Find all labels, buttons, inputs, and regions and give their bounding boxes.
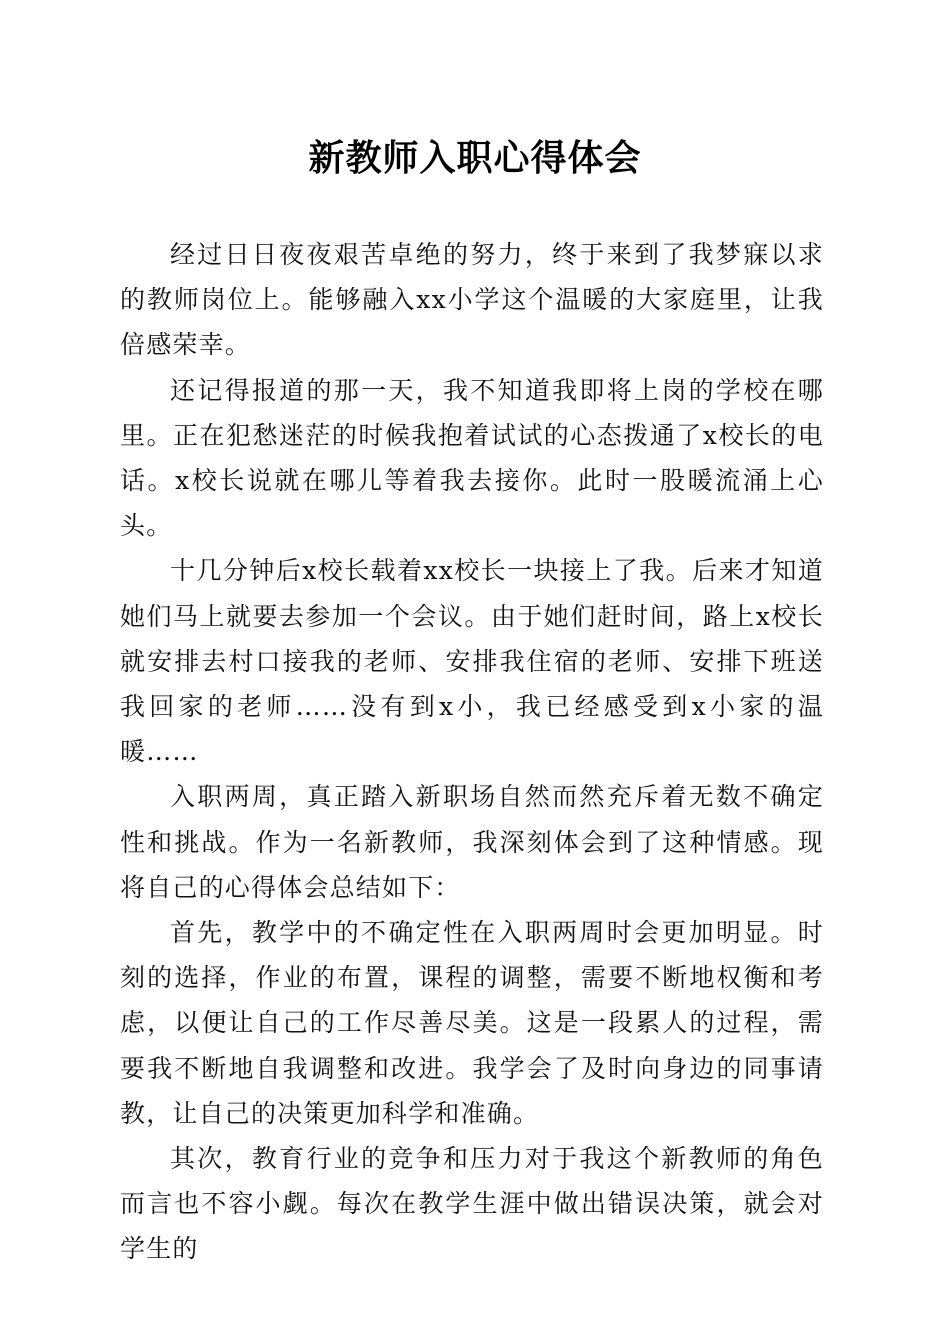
- paragraph: 经过日日夜夜艰苦卓绝的努力，终于来到了我梦寐以求的教师岗位上。能够融入xx小学这个温暖的大家庭里，让我倍感荣幸。: [120, 240, 824, 360]
- paragraph: 入职两周，真正踏入新职场自然而然充斥着无数不确定性和挑战。作为一名新教师，我深刻体会到了这种情感。现将自己的心得体会总结如下：: [120, 782, 824, 902]
- document-body: [120, 232, 824, 1272]
- paragraph: 首先，教学中的不确定性在入职两周时会更加明显。时刻的选择，作业的布置，课程的调整，需要不断地权衡和考虑，以便让自己的工作尽善尽美。这是一段累人的过程，需要我不断地自我调整和改进。我学会了及时向身边的同事请教，让自己的决策更加科学和准确。: [120, 918, 824, 1128]
- paragraph: 十几分钟后x校长载着xx校长一块接上了我。后来才知道她们马上就要去参加一个会议。由于她们赶时间，路上x校长就安排去村口接我的老师、安排我住宿的老师、安排下班送我回家的老师……没有到x小，我已经感受到x小家的温暖……: [120, 556, 824, 767]
- paragraph: 其次，教育行业的竞争和压力对于我这个新教师的角色而言也不容小觑。每次在教学生涯中做出错误决策，就会对学生的: [120, 1144, 824, 1264]
- paragraph: 还记得报道的那一天，我不知道我即将上岗的学校在哪里。正在犯愁迷茫的时候我抱着试试的心态拨通了x校长的电话。x校长说就在哪儿等着我去接你。此时一股暖流涌上心头。: [120, 375, 824, 541]
- document-title: 新教师入职心得体会: [308, 137, 642, 179]
